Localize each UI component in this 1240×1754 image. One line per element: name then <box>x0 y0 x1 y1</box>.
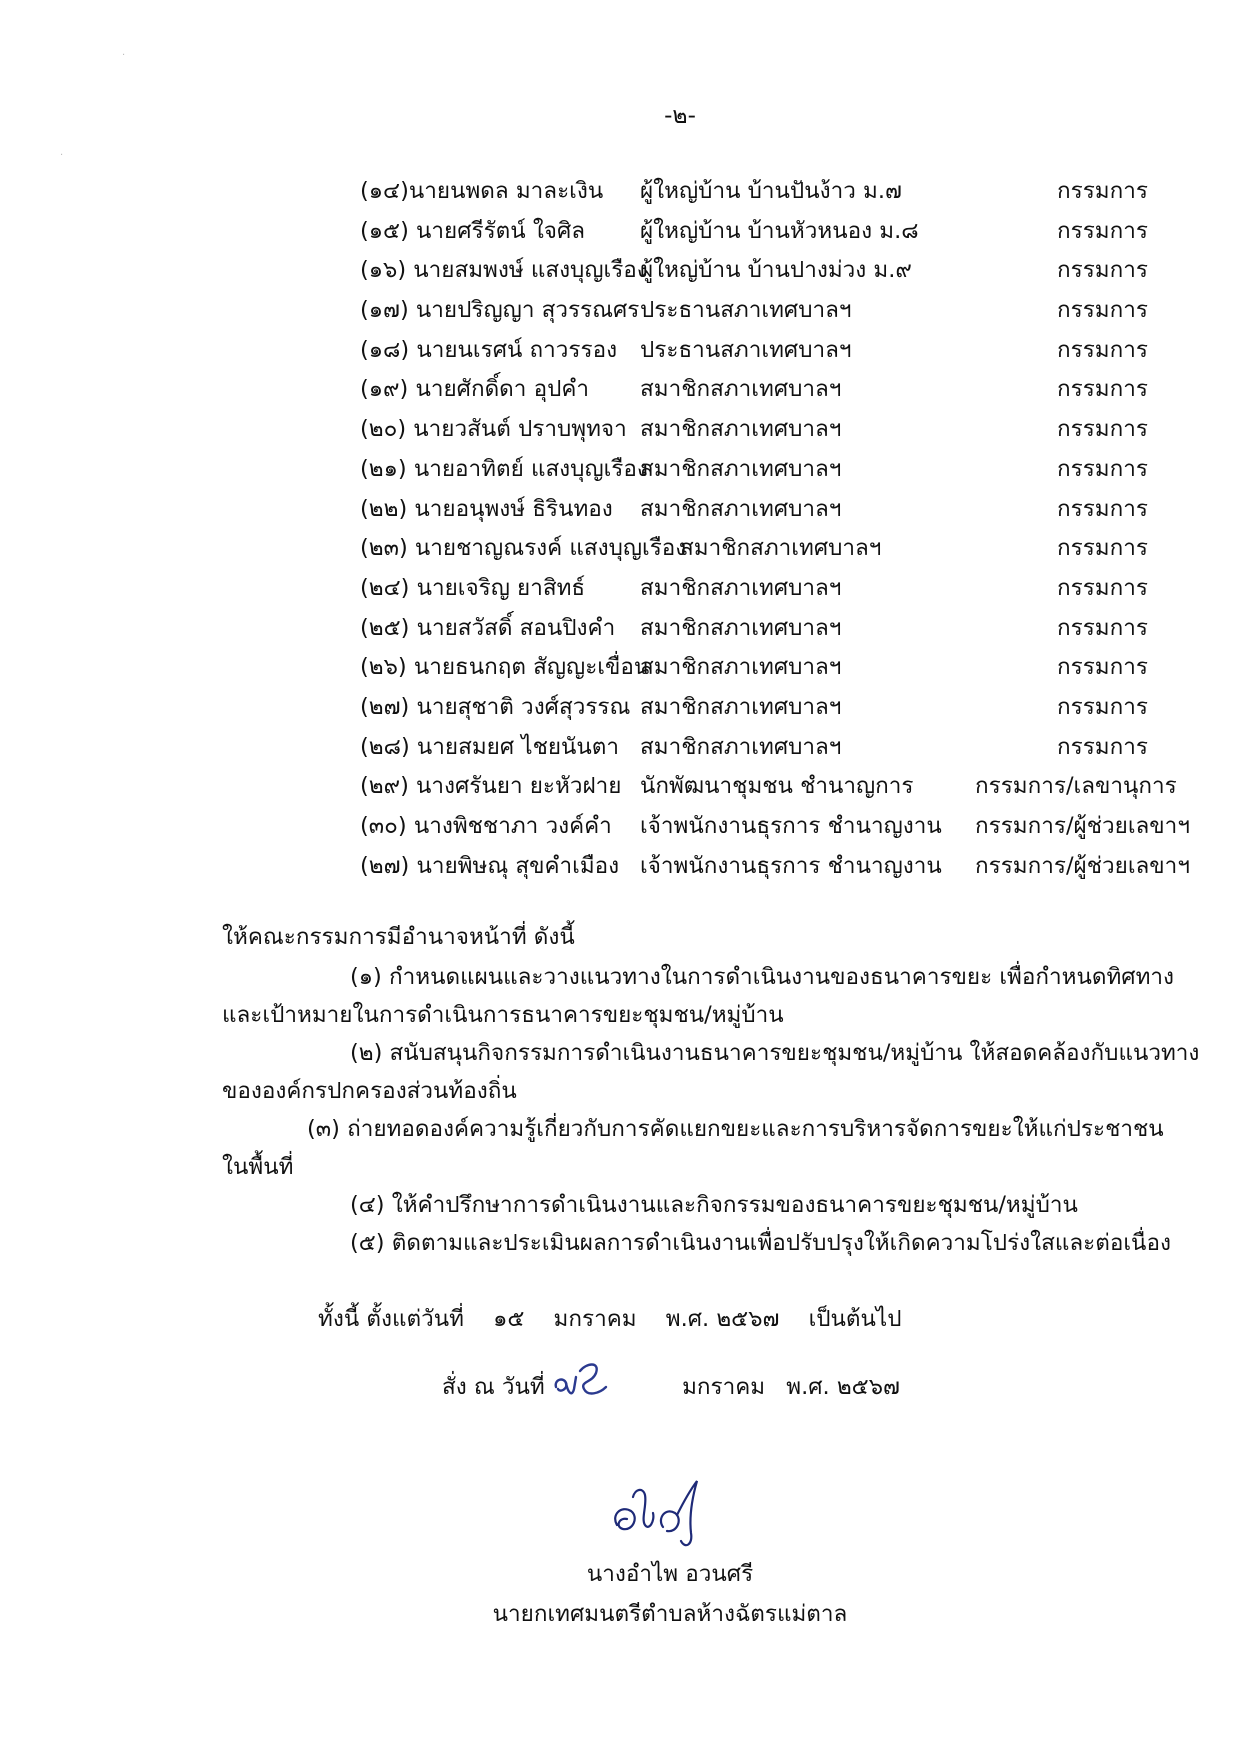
member-role: กรรมการ <box>1057 416 1148 443</box>
member-position: ผู้ใหญ่บ้าน บ้านปันง้าว ม.๗ <box>640 178 902 204</box>
duties-intro: ให้คณะกรรมการมีอำนาจหน้าที่ ดังนี้ <box>222 924 575 950</box>
member-row <box>0 807 1240 847</box>
member-position: สมาชิกสภาเทศบาลฯ <box>640 733 842 760</box>
member-position: สมาชิกสภาเทศบาลฯ <box>640 654 842 681</box>
member-role: กรรมการ <box>1057 257 1148 284</box>
duty-item <box>222 1110 1174 1186</box>
member-name: (๒๔) นายเจริญ ยาสิทธ์ <box>360 574 586 601</box>
duty-line: (๒) สนับสนุนกิจกรรมการดำเนินงานธนาคารขยะชุมชน/หมู่บ้าน ให้สอดคล้องกับแนวทาง <box>350 1040 1200 1066</box>
member-role: กรรมการ <box>1057 455 1148 482</box>
member-name: (๒๕) นายสวัสดิ์ สอนปิงคำ <box>360 614 616 641</box>
member-name: (๒๙) นางศรันยา ยะหัวฝาย <box>360 773 622 800</box>
effective-day: ๑๕ <box>493 1306 525 1332</box>
member-name: (๑๗) นายปริญญา สุวรรณศร <box>360 297 640 324</box>
member-name: (๒๓) นายชาญณรงค์ แสงบุญเรือง <box>360 535 687 562</box>
member-position: สมาชิกสภาเทศบาลฯ <box>640 495 842 522</box>
member-position: นักพัฒนาชุมชน ชำนาญการ <box>640 773 914 800</box>
member-role: กรรมการ/ผู้ช่วยเลขาฯ <box>975 852 1190 879</box>
member-name: (๒๑) นายอาทิตย์ แสงบุญเรือง <box>360 455 648 482</box>
member-role: กรรมการ <box>1057 217 1148 244</box>
member-name: (๑๔)นายนพดล มาละเงิน <box>360 178 604 204</box>
member-row <box>0 767 1240 807</box>
member-position: ประธานสภาเทศบาลฯ <box>640 297 852 324</box>
duty-line: (๕) ติดตามและประเมินผลการดำเนินงานเพื่อปรับปรุงให้เกิดความโปร่งใสและต่อเนื่อง <box>350 1230 1171 1256</box>
member-row <box>0 172 1240 212</box>
member-position: ประธานสภาเทศบาลฯ <box>640 336 852 363</box>
member-role: กรรมการ <box>1057 297 1148 324</box>
effective-year: พ.ศ. ๒๕๖๗ <box>665 1306 780 1332</box>
member-row <box>0 212 1240 252</box>
member-role: กรรมการ <box>1057 693 1148 720</box>
member-role: กรรมการ <box>1057 654 1148 681</box>
member-position: สมาชิกสภาเทศบาลฯ <box>640 614 842 641</box>
member-role: กรรมการ <box>1057 495 1148 522</box>
member-row <box>0 291 1240 331</box>
duty-item <box>222 1186 1174 1224</box>
member-role: กรรมการ <box>1057 336 1148 363</box>
duty-item <box>222 1034 1200 1110</box>
member-name: (๒๒) นายอนุพงษ์ ธิรินทอง <box>360 495 613 522</box>
page-number: -๒- <box>664 103 696 129</box>
member-row <box>0 728 1240 768</box>
member-row <box>0 847 1240 887</box>
member-position: สมาชิกสภาเทศบาลฯ <box>640 376 842 403</box>
member-position: สมาชิกสภาเทศบาลฯ <box>640 693 842 720</box>
member-role: กรรมการ <box>1057 376 1148 403</box>
member-role: กรรมการ <box>1057 535 1148 562</box>
member-name: (๑๕) นายศรีรัตน์ ใจศิล <box>360 217 586 244</box>
effective-suffix: เป็นต้นไป <box>808 1306 902 1332</box>
signer-name: นางอำไพ อวนศรี <box>586 1561 754 1587</box>
member-name: (๒๖) นายธนกฤต สัญญะเขื่อน <box>360 654 650 681</box>
committee-member-list <box>0 172 1240 886</box>
member-position: ผู้ใหญ่บ้าน บ้านหัวหนอง ม.๘ <box>640 217 919 244</box>
member-role: กรรมการ <box>1057 614 1148 641</box>
duties-list <box>222 958 1200 1262</box>
member-row <box>0 490 1240 530</box>
member-role: กรรมการ/ผู้ช่วยเลขาฯ <box>975 813 1190 839</box>
member-row <box>0 688 1240 728</box>
duty-line: (๔) ให้คำปรึกษาการดำเนินงานและกิจกรรมของธนาคารขยะชุมชน/หมู่บ้าน <box>350 1192 1078 1218</box>
member-position: ผู้ใหญ่บ้าน บ้านปางม่วง ม.๙ <box>640 257 912 284</box>
member-row <box>0 648 1240 688</box>
signature-mark <box>605 1475 725 1555</box>
order-date-line <box>442 1368 914 1404</box>
scan-speck: · <box>122 50 126 61</box>
member-row <box>0 450 1240 490</box>
member-name: (๑๖) นายสมพงษ์ แสงบุญเรือง <box>360 257 648 284</box>
signer-title: นายกเทศมนตรีตำบลห้างฉัตรแม่ตาล <box>492 1601 848 1627</box>
member-row <box>0 331 1240 371</box>
member-position: สมาชิกสภาเทศบาลฯ <box>640 574 842 601</box>
duty-line-continued: และเป้าหมายในการดำเนินการธนาคารขยะชุมชน/หมู่บ้าน <box>222 1002 784 1028</box>
member-row <box>0 609 1240 649</box>
member-name: (๑๘) นายนเรศน์ ถาวรรอง <box>360 336 618 363</box>
member-position: สมาชิกสภาเทศบาลฯ <box>640 416 842 443</box>
effective-prefix: ทั้งนี้ ตั้งแต่วันที่ <box>318 1306 464 1332</box>
member-name: (๑๙) นายศักดิ์ดา อุปคำ <box>360 376 590 403</box>
duty-line: (๑) กำหนดแผนและวางแนวทางในการดำเนินงานของธนาคารขยะ เพื่อกำหนดทิศทาง <box>350 964 1175 990</box>
duty-line: (๓) ถ่ายทอดองค์ความรู้เกี่ยวกับการคัดแยกขยะและการบริหารจัดการขยะให้แก่ประชาชน <box>307 1116 1164 1142</box>
member-name: (๒๐) นายวสันต์ ปราบพุทจา <box>360 416 627 443</box>
member-role: กรรมการ <box>1057 178 1148 204</box>
order-date-prefix: สั่ง ณ วันที่ <box>442 1374 545 1400</box>
member-row <box>0 569 1240 609</box>
member-name: (๓๐) นางพิชชาภา วงค์คำ <box>360 813 612 839</box>
member-position: เจ้าพนักงานธุรการ ชำนาญงาน <box>640 813 942 839</box>
member-position: สมาชิกสภาเทศบาลฯ <box>640 455 842 482</box>
member-row <box>0 370 1240 410</box>
duty-line-continued: ขององค์กรปกครองส่วนท้องถิ่น <box>222 1078 517 1104</box>
member-role: กรรมการ/เลขานุการ <box>975 773 1177 800</box>
duty-line-continued: ในพื้นที่ <box>222 1154 294 1180</box>
member-name: (๒๘) นายสมยศ ไชยนันตา <box>360 733 620 760</box>
duty-item <box>222 1224 1174 1262</box>
member-row <box>0 251 1240 291</box>
effective-month: มกราคม <box>553 1306 637 1332</box>
member-name: (๒๗) นายพิษณุ สุขคำเมือง <box>360 852 620 879</box>
effective-date-line <box>318 1300 924 1336</box>
duty-item <box>222 958 1174 1034</box>
member-role: กรรมการ <box>1057 574 1148 601</box>
scan-speck: · <box>60 150 64 161</box>
member-position: สมาชิกสภาเทศบาลฯ <box>680 535 882 562</box>
member-position: เจ้าพนักงานธุรการ ชำนาญงาน <box>640 852 942 879</box>
member-name: (๒๗) นายสุชาติ วงศ์สุวรรณ <box>360 693 631 720</box>
handwritten-day-mark <box>550 1353 610 1403</box>
order-date-year: พ.ศ. ๒๕๖๗ <box>786 1374 900 1400</box>
member-role: กรรมการ <box>1057 733 1148 760</box>
member-row <box>0 410 1240 450</box>
order-date-month: มกราคม <box>682 1374 766 1400</box>
member-row <box>0 529 1240 569</box>
